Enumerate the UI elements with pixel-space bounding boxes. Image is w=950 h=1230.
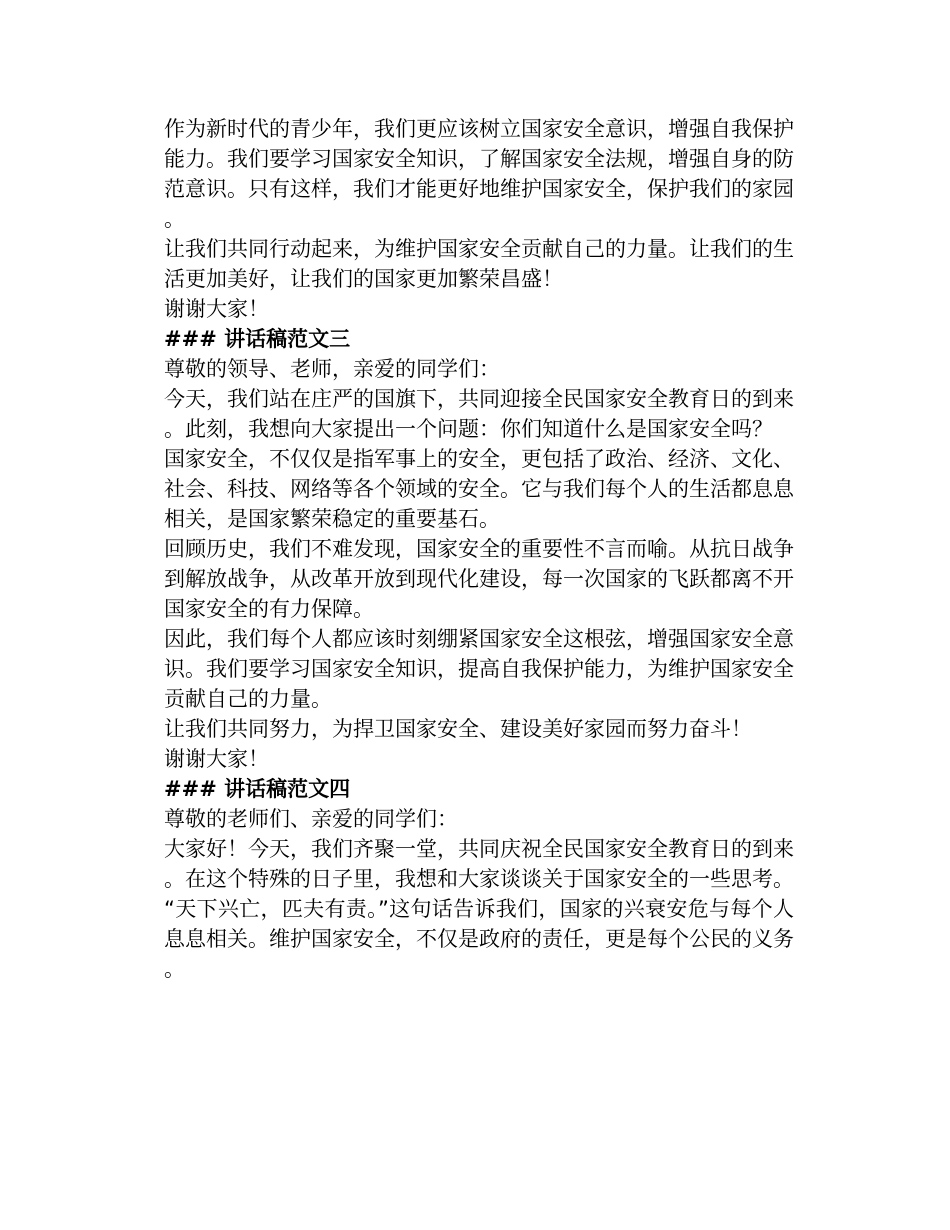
- paragraph: “天下兴亡，匹夫有责。”这句话告诉我们，国家的兴衰安危与每个人息息相关。维护国家安全，不仅是政府的责任，更是每个公民的义务。: [164, 897, 794, 981]
- paragraph: 今天，我们站在庄严的国旗下，共同迎接全民国家安全教育日的到来。此刻，我想向大家提出一个问题：你们知道什么是国家安全吗？: [164, 387, 794, 441]
- paragraph: 回顾历史，我们不难发现，国家安全的重要性不言而喻。从抗日战争到解放战争，从改革开放到现代化建设，每一次国家的飞跃都离不开国家安全的有力保障。: [164, 537, 794, 621]
- section-heading: ### 讲话稿范文三: [164, 327, 351, 351]
- paragraph: 大家好！今天，我们齐聚一堂，共同庆祝全民国家安全教育日的到来。在这个特殊的日子里，我想和大家谈谈关于国家安全的一些思考。: [164, 837, 794, 891]
- salutation: 尊敬的老师们、亲爱的同学们：: [164, 807, 458, 831]
- paragraph: 作为新时代的青少年，我们更应该树立国家安全意识，增强自我保护能力。我们要学习国家安全知识，了解国家安全法规，增强自身的防范意识。只有这样，我们才能更好地维护国家安全，保护我们的家园。: [164, 117, 794, 231]
- closing-thanks: 谢谢大家！: [164, 297, 269, 321]
- section-heading: ### 讲话稿范文四: [164, 777, 351, 801]
- salutation: 尊敬的领导、老师，亲爱的同学们：: [164, 357, 500, 381]
- paragraph: 国家安全，不仅仅是指军事上的安全，更包括了政治、经济、文化、社会、科技、网络等各个领域的安全。它与我们每个人的生活都息息相关，是国家繁荣稳定的重要基石。: [164, 447, 794, 531]
- paragraph: 让我们共同努力，为捍卫国家安全、建设美好家园而努力奋斗！: [164, 717, 752, 741]
- closing-thanks: 谢谢大家！: [164, 747, 269, 771]
- paragraph: 让我们共同行动起来，为维护国家安全贡献自己的力量。让我们的生活更加美好，让我们的国家更加繁荣昌盛！: [164, 237, 794, 291]
- paragraph: 因此，我们每个人都应该时刻绷紧国家安全这根弦，增强国家安全意识。我们要学习国家安全知识，提高自我保护能力，为维护国家安全贡献自己的力量。: [164, 627, 794, 711]
- document-body: [164, 114, 794, 984]
